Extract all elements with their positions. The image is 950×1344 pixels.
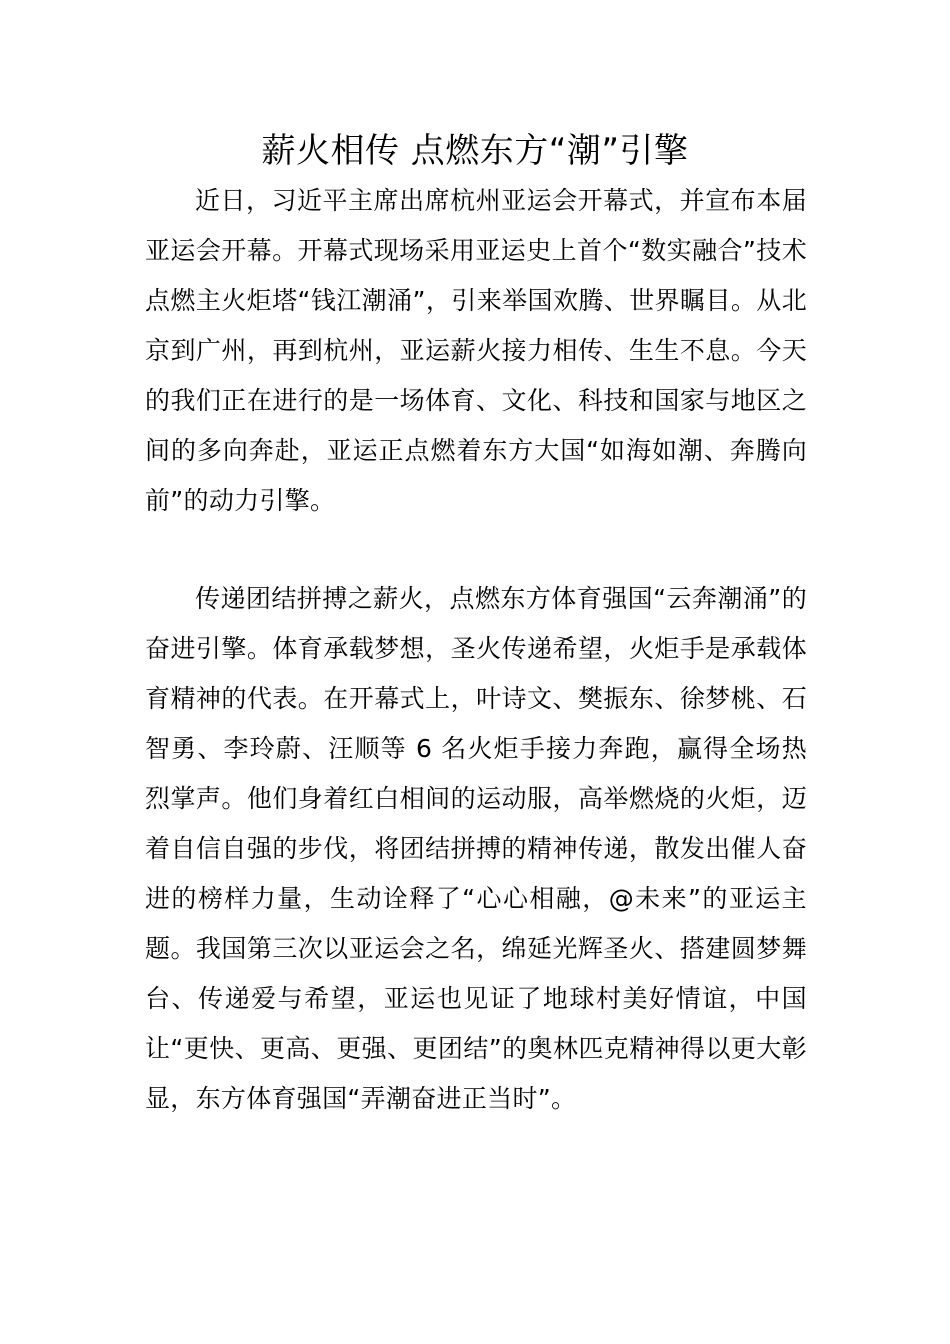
paragraph-1: 近日，习近平主席出席杭州亚运会开幕式，并宣布本届亚运会开幕。开幕式现场采用亚运史上首个“数实融合”技术点燃主火炬塔“钱江潮涌”，引来举国欢腾、世界瞩目。从北京到广州，再到杭州，亚运薪火接力相传、生生不息。今天的我们正在进行的是一场体育、文化、科技和国家与地区之间的多向奔赴，亚运正点燃着东方大国“如海如潮、奔腾向前”的动力引擎。 xyxy=(145,186,807,515)
paragraph-2: 传递团结拼搏之薪火，点燃东方体育强国“云奔潮涌”的奋进引擎。体育承载梦想，圣火传递希望，火炬手是承载体育精神的代表。在开幕式上，叶诗文、樊振东、徐梦桃、石智勇、李玲蔚、汪顺等 6 名火炬手接力奔跑，赢得全场热烈掌声。他们身着红白相间的运动服，高举燃烧的火炬，迈着自信自强的步伐，将团结拼搏的精神传递，散发出催人奋进的榜样力量，生动诠释了“心心相融，@未来”的亚运主题。我国第三次以亚运会之名，绵延光辉圣火、搭建圆梦舞台、传递爱与希望，亚运也见证了地球村美好情谊，中国让“更快、更高、更强、更团结”的奥林匹克精神得以更大彰显，东方体育强国“弄潮奋进正当时”。 xyxy=(145,584,807,1113)
document-title: 薪火相传 点燃东方“潮”引擎 xyxy=(261,131,689,171)
